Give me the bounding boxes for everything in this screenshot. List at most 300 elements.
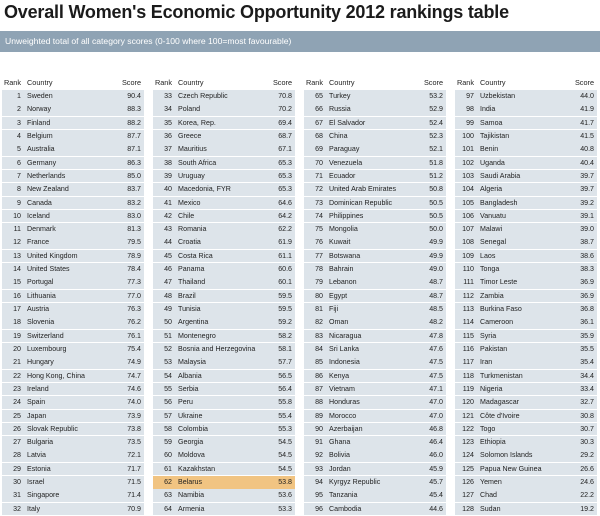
rank-cell: 53 <box>164 358 172 367</box>
table-row <box>304 157 446 170</box>
rows-container <box>153 90 295 516</box>
rank-header: Rank <box>154 78 172 87</box>
rank-cell: 5 <box>17 145 21 154</box>
rankings-column-1 <box>2 77 144 513</box>
score-cell: 44.0 <box>580 92 594 100</box>
score-cell: 78.4 <box>127 265 141 274</box>
score-header: Score <box>272 78 292 87</box>
rank-header: Rank <box>456 78 474 87</box>
table-row <box>153 489 295 502</box>
table-row <box>455 423 597 436</box>
rank-cell: 59 <box>164 438 172 447</box>
country-cell: Mongolia <box>329 225 358 234</box>
rank-cell: 10 <box>13 211 21 220</box>
country-cell: Mexico <box>178 198 201 207</box>
table-row <box>2 183 144 196</box>
country-cell: Malaysia <box>178 358 206 367</box>
score-cell: 54.5 <box>278 438 292 447</box>
rank-cell: 110 <box>462 265 474 274</box>
rank-cell: 38 <box>164 158 172 167</box>
score-cell: 30.7 <box>580 424 594 433</box>
country-cell: Côte d'Ivoire <box>480 411 520 420</box>
rank-cell: 17 <box>13 305 21 313</box>
country-cell: Lebanon <box>329 278 357 287</box>
country-cell: Pakistan <box>480 344 508 353</box>
score-cell: 48.7 <box>429 291 443 300</box>
table-row <box>455 130 597 143</box>
table-row <box>304 330 446 343</box>
score-header: Score <box>121 78 141 87</box>
score-cell: 50.0 <box>429 225 443 234</box>
score-cell: 46.4 <box>429 438 443 447</box>
rank-cell: 64 <box>164 504 172 513</box>
score-cell: 49.9 <box>429 238 443 247</box>
country-cell: Senegal <box>480 238 507 247</box>
score-cell: 83.2 <box>127 198 141 207</box>
rank-cell: 32 <box>13 504 21 513</box>
rank-cell: 73 <box>315 198 323 207</box>
table-row <box>153 223 295 236</box>
rank-cell: 118 <box>462 371 474 380</box>
country-cell: Estonia <box>27 464 51 473</box>
score-cell: 50.8 <box>429 185 443 194</box>
table-row <box>304 236 446 249</box>
country-cell: Finland <box>27 118 51 127</box>
score-cell: 87.7 <box>127 131 141 140</box>
table-row <box>304 449 446 462</box>
table-row <box>455 476 597 489</box>
table-row <box>153 183 295 196</box>
country-cell: Bosnia and Herzegovina <box>178 344 256 353</box>
table-row <box>304 476 446 489</box>
table-row <box>455 383 597 396</box>
country-cell: United States <box>27 265 70 274</box>
rank-cell: 69 <box>315 145 323 154</box>
score-cell: 51.2 <box>429 171 443 180</box>
table-row <box>455 183 597 196</box>
table-row <box>153 130 295 143</box>
rank-cell: 103 <box>462 171 474 180</box>
rank-cell: 9 <box>17 198 21 207</box>
country-cell: Panama <box>178 265 205 274</box>
rank-cell: 87 <box>315 384 323 393</box>
country-cell: Latvia <box>27 451 46 460</box>
country-cell: Slovak Republic <box>27 424 78 433</box>
table-row <box>455 250 597 263</box>
country-header: Country <box>27 78 53 87</box>
score-cell: 55.8 <box>278 398 292 407</box>
score-cell: 30.3 <box>580 438 594 447</box>
table-row <box>455 170 597 183</box>
table-row <box>304 130 446 143</box>
score-cell: 39.7 <box>580 171 594 180</box>
score-cell: 36.9 <box>580 278 594 287</box>
country-cell: Malawi <box>480 225 503 234</box>
score-cell: 53.2 <box>429 92 443 100</box>
rank-cell: 126 <box>462 478 474 487</box>
score-cell: 56.5 <box>278 371 292 380</box>
score-cell: 76.2 <box>127 318 141 327</box>
score-cell: 58.1 <box>278 344 292 353</box>
table-row <box>2 170 144 183</box>
rank-cell: 14 <box>13 265 21 274</box>
table-row <box>153 449 295 462</box>
score-cell: 24.6 <box>580 478 594 487</box>
score-cell: 72.1 <box>127 451 141 460</box>
score-cell: 57.7 <box>278 358 292 367</box>
table-row <box>2 117 144 130</box>
rank-header: Rank <box>305 78 323 87</box>
rank-cell: 88 <box>315 398 323 407</box>
table-row <box>455 303 597 316</box>
rank-cell: 66 <box>315 105 323 114</box>
rank-cell: 13 <box>13 251 21 260</box>
table-row <box>2 410 144 423</box>
table-row <box>304 143 446 156</box>
country-cell: Japan <box>27 411 47 420</box>
table-row <box>455 103 597 116</box>
score-cell: 48.5 <box>429 305 443 313</box>
country-cell: Iceland <box>27 211 50 220</box>
rank-cell: 3 <box>17 118 21 127</box>
rank-cell: 40 <box>164 185 172 194</box>
table-row <box>455 330 597 343</box>
rank-cell: 116 <box>462 344 474 353</box>
rank-cell: 120 <box>462 398 474 407</box>
score-cell: 55.3 <box>278 424 292 433</box>
rank-cell: 124 <box>462 451 474 460</box>
score-cell: 52.1 <box>429 145 443 154</box>
score-cell: 75.4 <box>127 344 141 353</box>
score-cell: 40.8 <box>580 145 594 154</box>
score-cell: 69.4 <box>278 118 292 127</box>
country-cell: Syria <box>480 331 497 340</box>
table-row <box>2 343 144 356</box>
country-cell: Bahrain <box>329 265 354 274</box>
rank-cell: 44 <box>164 238 172 247</box>
country-cell: Jordan <box>329 464 351 473</box>
table-row <box>455 503 597 516</box>
country-cell: Greece <box>178 131 202 140</box>
country-cell: Sweden <box>27 92 53 100</box>
country-cell: Singapore <box>27 491 60 500</box>
score-cell: 73.8 <box>127 424 141 433</box>
rank-cell: 125 <box>462 464 474 473</box>
country-cell: Chad <box>480 491 497 500</box>
score-cell: 38.6 <box>580 251 594 260</box>
score-cell: 36.8 <box>580 305 594 313</box>
score-cell: 39.1 <box>580 211 594 220</box>
country-cell: Zambia <box>480 291 504 300</box>
table-row <box>455 290 597 303</box>
table-row <box>153 290 295 303</box>
country-cell: Morocco <box>329 411 357 420</box>
rankings-table <box>2 77 598 513</box>
score-cell: 47.6 <box>429 344 443 353</box>
table-row <box>2 503 144 516</box>
table-row <box>304 343 446 356</box>
rows-container <box>2 90 144 516</box>
rank-cell: 37 <box>164 145 172 154</box>
rank-cell: 28 <box>13 451 21 460</box>
rank-cell: 106 <box>462 211 474 220</box>
rank-cell: 98 <box>466 105 474 114</box>
rank-cell: 31 <box>13 491 21 500</box>
rows-container <box>304 90 446 516</box>
score-cell: 47.1 <box>429 384 443 393</box>
country-cell: China <box>329 131 348 140</box>
country-cell: Tonga <box>480 265 500 274</box>
rank-cell: 56 <box>164 398 172 407</box>
rank-cell: 86 <box>315 371 323 380</box>
table-row <box>304 503 446 516</box>
table-row <box>153 383 295 396</box>
score-header: Score <box>423 78 443 87</box>
table-row <box>2 449 144 462</box>
score-header: Score <box>574 78 594 87</box>
country-cell: Solomon Islands <box>480 451 533 460</box>
rank-cell: 50 <box>164 318 172 327</box>
table-row <box>304 410 446 423</box>
table-row <box>2 303 144 316</box>
rank-cell: 99 <box>466 118 474 127</box>
country-cell: Indonesia <box>329 358 360 367</box>
score-cell: 47.5 <box>429 358 443 367</box>
score-cell: 29.2 <box>580 451 594 460</box>
table-row <box>2 210 144 223</box>
score-cell: 32.7 <box>580 398 594 407</box>
score-cell: 62.2 <box>278 225 292 234</box>
score-cell: 30.8 <box>580 411 594 420</box>
table-row <box>455 343 597 356</box>
country-cell: Ghana <box>329 438 351 447</box>
score-cell: 58.2 <box>278 331 292 340</box>
score-cell: 46.0 <box>429 451 443 460</box>
country-cell: Vietnam <box>329 384 355 393</box>
table-row <box>2 263 144 276</box>
country-cell: Hong Kong, China <box>27 371 85 380</box>
rank-cell: 36 <box>164 131 172 140</box>
score-cell: 77.0 <box>127 291 141 300</box>
score-cell: 41.7 <box>580 118 594 127</box>
rank-cell: 117 <box>462 358 474 367</box>
rank-cell: 68 <box>315 131 323 140</box>
country-cell: Ecuador <box>329 171 356 180</box>
score-cell: 71.5 <box>127 478 141 487</box>
rank-cell: 18 <box>13 318 21 327</box>
country-cell: Oman <box>329 318 349 327</box>
table-row <box>304 276 446 289</box>
rank-cell: 34 <box>164 105 172 114</box>
score-cell: 52.3 <box>429 131 443 140</box>
rankings-column-2 <box>153 77 295 513</box>
score-cell: 51.8 <box>429 158 443 167</box>
rank-cell: 89 <box>315 411 323 420</box>
rank-cell: 97 <box>466 92 474 100</box>
rankings-column-3 <box>304 77 446 513</box>
score-cell: 26.6 <box>580 464 594 473</box>
country-cell: Vanuatu <box>480 211 506 220</box>
rank-cell: 63 <box>164 491 172 500</box>
country-cell: Ukraine <box>178 411 203 420</box>
score-cell: 83.0 <box>127 211 141 220</box>
country-cell: Colombia <box>178 424 208 433</box>
score-cell: 79.5 <box>127 238 141 247</box>
rank-cell: 92 <box>315 451 323 460</box>
score-cell: 74.7 <box>127 371 141 380</box>
table-row <box>304 103 446 116</box>
country-cell: Venezuela <box>329 158 363 167</box>
country-cell: Namibia <box>178 491 205 500</box>
rank-cell: 22 <box>13 371 21 380</box>
country-cell: El Salvador <box>329 118 366 127</box>
rank-cell: 11 <box>13 225 21 234</box>
score-cell: 55.4 <box>278 411 292 420</box>
country-cell: Macedonia, FYR <box>178 185 231 194</box>
table-row <box>304 383 446 396</box>
table-row <box>304 356 446 369</box>
table-row <box>304 210 446 223</box>
country-cell: Saudi Arabia <box>480 171 521 180</box>
table-row <box>455 157 597 170</box>
score-cell: 65.3 <box>278 185 292 194</box>
table-row <box>455 210 597 223</box>
table-row <box>153 343 295 356</box>
country-cell: Israel <box>27 478 45 487</box>
rank-cell: 96 <box>315 504 323 513</box>
country-cell: Fiji <box>329 305 339 313</box>
score-cell: 76.1 <box>127 331 141 340</box>
rank-cell: 30 <box>13 478 21 487</box>
rank-cell: 16 <box>13 291 21 300</box>
rank-cell: 48 <box>164 291 172 300</box>
rank-cell: 121 <box>462 411 474 420</box>
rank-cell: 20 <box>13 344 21 353</box>
country-cell: Poland <box>178 105 201 114</box>
score-cell: 71.7 <box>127 464 141 473</box>
score-cell: 40.4 <box>580 158 594 167</box>
score-cell: 60.6 <box>278 265 292 274</box>
country-cell: Denmark <box>27 225 56 234</box>
score-cell: 50.5 <box>429 198 443 207</box>
country-cell: Switzerland <box>27 331 64 340</box>
country-cell: Uzbekistan <box>480 92 516 100</box>
country-cell: United Arab Emirates <box>329 185 397 194</box>
country-cell: Tunisia <box>178 305 201 313</box>
rank-cell: 70 <box>315 158 323 167</box>
rank-cell: 27 <box>13 438 21 447</box>
table-row <box>2 223 144 236</box>
table-row <box>153 210 295 223</box>
country-cell: Nigeria <box>480 384 503 393</box>
table-row-highlighted <box>153 476 295 489</box>
table-row <box>2 476 144 489</box>
rank-cell: 54 <box>164 371 172 380</box>
rank-header: Rank <box>3 78 21 87</box>
table-row <box>455 117 597 130</box>
score-cell: 59.5 <box>278 291 292 300</box>
country-cell: Australia <box>27 145 55 154</box>
rank-cell: 55 <box>164 384 172 393</box>
table-row <box>455 276 597 289</box>
score-cell: 46.8 <box>429 424 443 433</box>
score-cell: 83.7 <box>127 185 141 194</box>
table-row <box>455 489 597 502</box>
country-cell: Belgium <box>27 131 53 140</box>
country-cell: Romania <box>178 225 207 234</box>
rank-cell: 84 <box>315 344 323 353</box>
table-row <box>304 263 446 276</box>
rank-cell: 67 <box>315 118 323 127</box>
table-row <box>153 90 295 103</box>
country-cell: Dominican Republic <box>329 198 393 207</box>
rankings-column-4 <box>455 77 597 513</box>
country-cell: Korea, Rep. <box>178 118 216 127</box>
rank-cell: 41 <box>164 198 172 207</box>
country-cell: Madagascar <box>480 398 520 407</box>
table-row <box>2 103 144 116</box>
country-cell: Peru <box>178 398 193 407</box>
table-row <box>304 489 446 502</box>
table-row <box>2 396 144 409</box>
country-cell: Belarus <box>178 478 203 487</box>
country-cell: Georgia <box>178 438 204 447</box>
table-row <box>2 356 144 369</box>
country-cell: Hungary <box>27 358 54 367</box>
score-cell: 39.0 <box>580 225 594 234</box>
table-row <box>153 423 295 436</box>
score-cell: 38.3 <box>580 265 594 274</box>
country-cell: Russia <box>329 105 351 114</box>
score-cell: 49.9 <box>429 251 443 260</box>
table-row <box>304 197 446 210</box>
country-cell: Timor Leste <box>480 278 518 287</box>
subtitle-band: Unweighted total of all category scores (0-100 where 100=most favourable) <box>0 31 600 52</box>
score-cell: 45.7 <box>429 478 443 487</box>
table-row <box>304 396 446 409</box>
score-cell: 53.3 <box>278 504 292 513</box>
table-row <box>455 396 597 409</box>
score-cell: 88.3 <box>127 105 141 114</box>
country-cell: Costa Rica <box>178 251 213 260</box>
score-cell: 74.6 <box>127 384 141 393</box>
score-cell: 53.6 <box>278 491 292 500</box>
rank-cell: 122 <box>462 424 474 433</box>
table-row <box>455 356 597 369</box>
country-cell: Austria <box>27 305 50 313</box>
country-cell: Burkina Faso <box>480 305 522 313</box>
score-cell: 67.1 <box>278 145 292 154</box>
country-cell: Turkmenistan <box>480 371 523 380</box>
country-cell: United Kingdom <box>27 251 78 260</box>
score-cell: 61.1 <box>278 251 292 260</box>
score-cell: 48.7 <box>429 278 443 287</box>
score-cell: 39.7 <box>580 185 594 194</box>
rank-cell: 85 <box>315 358 323 367</box>
country-cell: Croatia <box>178 238 201 247</box>
rank-cell: 15 <box>13 278 21 287</box>
country-cell: Iran <box>480 358 493 367</box>
country-cell: Slovenia <box>27 318 55 327</box>
rank-cell: 80 <box>315 291 323 300</box>
score-cell: 76.3 <box>127 305 141 313</box>
score-cell: 86.3 <box>127 158 141 167</box>
table-row <box>2 90 144 103</box>
country-cell: Kenya <box>329 371 350 380</box>
rank-cell: 61 <box>164 464 172 473</box>
table-row <box>304 290 446 303</box>
rank-cell: 74 <box>315 211 323 220</box>
